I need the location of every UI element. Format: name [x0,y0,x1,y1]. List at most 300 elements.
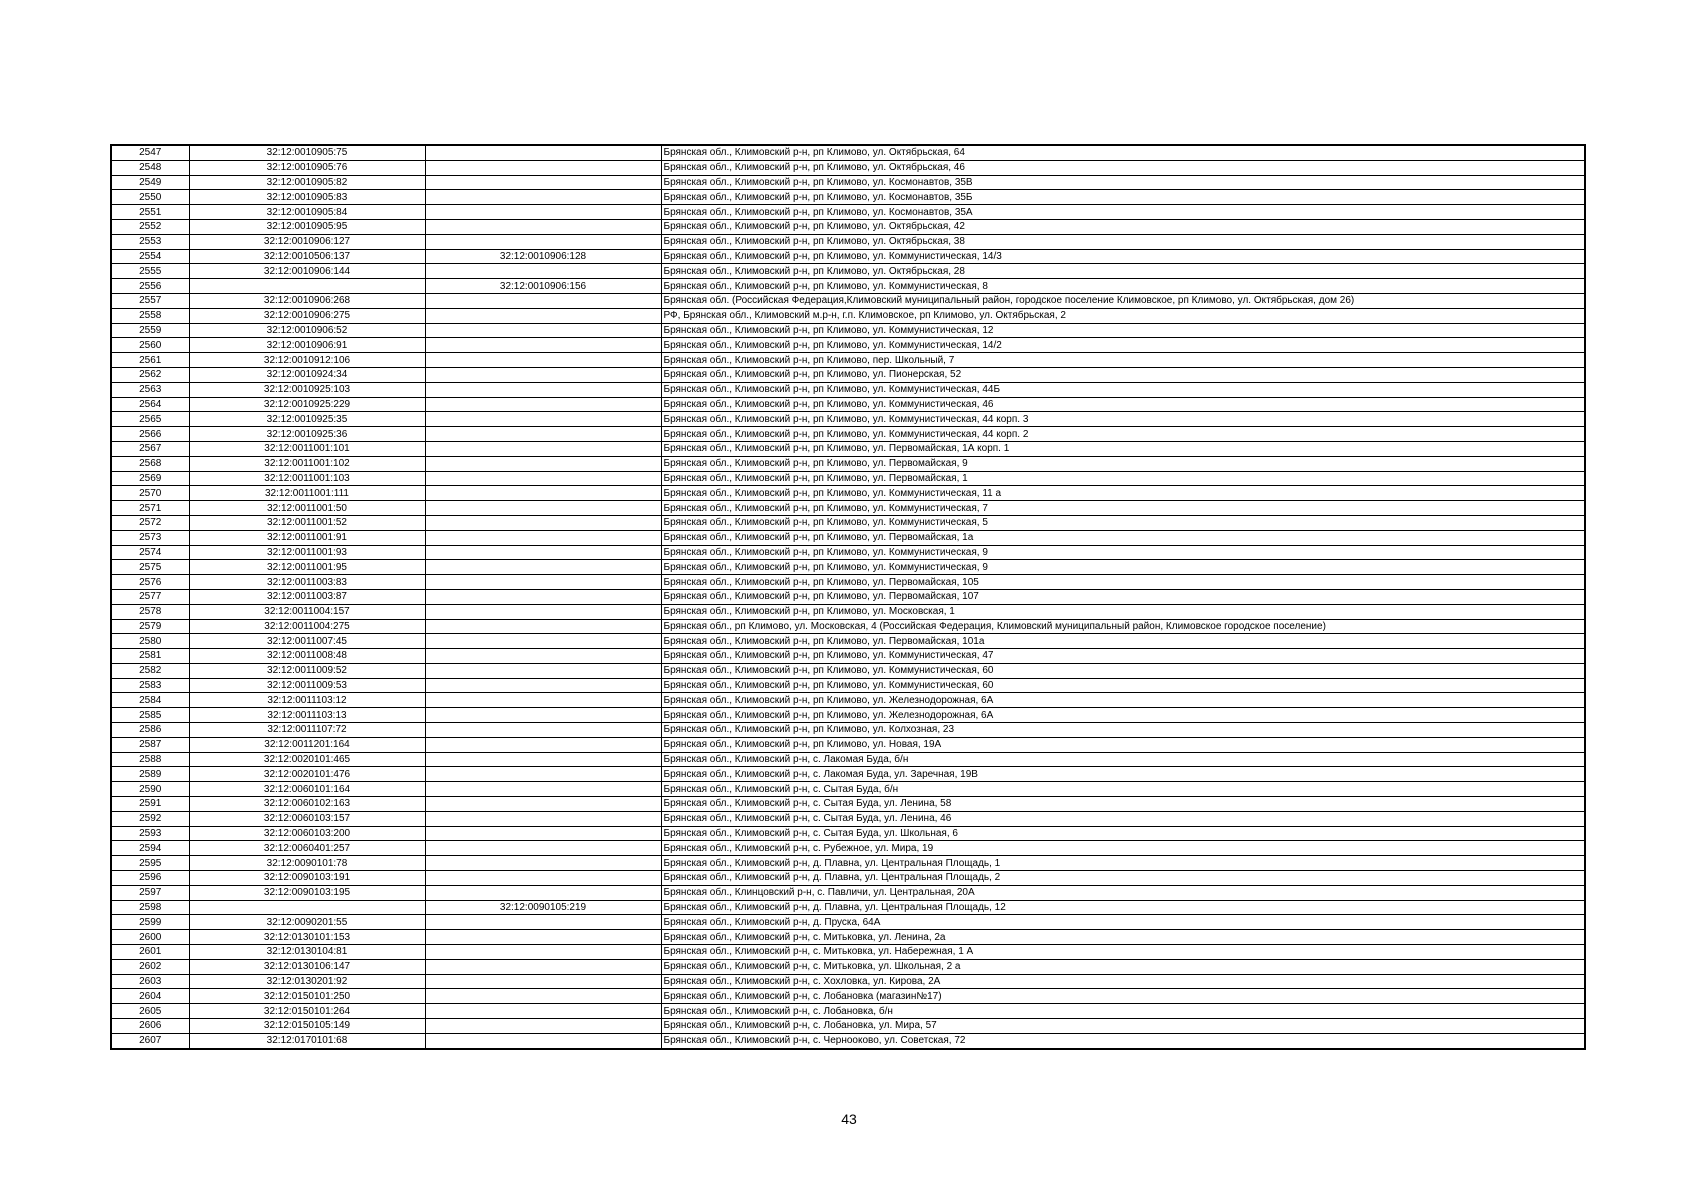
parent-cadastral-number-cell [425,175,661,190]
cadastral-number-cell: 32:12:0170101:68 [189,1033,425,1048]
table-row [111,323,1585,338]
cadastral-number-cell: 32:12:0011001:52 [189,515,425,530]
cadastral-number-cell: 32:12:0011001:95 [189,560,425,575]
parent-cadastral-number-cell [425,767,661,782]
row-number-cell: 2603 [111,974,189,989]
table-row [111,737,1585,752]
table-row [111,367,1585,382]
cadastral-number-cell: 32:12:0011001:50 [189,501,425,516]
row-number-cell: 2577 [111,589,189,604]
parent-cadastral-number-cell [425,353,661,368]
row-number-cell: 2553 [111,234,189,249]
address-cell: Брянская обл., Климовский р-н, с. Митьковка, ул. Школьная, 2 а [661,959,1585,974]
row-number-cell: 2582 [111,663,189,678]
row-number-cell: 2588 [111,752,189,767]
address-cell: Брянская обл., Климовский р-н, с. Лобановка (магазин№17) [661,989,1585,1004]
table-row [111,471,1585,486]
cadastral-number-cell: 32:12:0060101:164 [189,782,425,797]
parent-cadastral-number-cell [425,575,661,590]
parent-cadastral-number-cell [425,649,661,664]
cadastral-number-cell: 32:12:0150101:250 [189,989,425,1004]
cadastral-number-cell: 32:12:0060401:257 [189,841,425,856]
address-cell: Брянская обл., Климовский р-н, с. Чернооково, ул. Советская, 72 [661,1033,1585,1048]
address-cell: Брянская обл., Климовский р-н, рп Климово, ул. Коммунистическая, 44 корп. 3 [661,412,1585,427]
parent-cadastral-number-cell [425,589,661,604]
row-number-cell: 2586 [111,723,189,738]
parent-cadastral-number-cell: 32:12:0010906:156 [425,279,661,294]
table-row [111,767,1585,782]
address-cell: Брянская обл., Климовский р-н, рп Климово, ул. Железнодорожная, 6А [661,708,1585,723]
address-cell: Брянская обл., Климовский р-н, рп Климово, ул. Первомайская, 105 [661,575,1585,590]
table-row [111,501,1585,516]
cadastral-number-cell: 32:12:0020101:476 [189,767,425,782]
table-row [111,945,1585,960]
address-cell: Брянская обл., Климовский р-н, рп Климово, ул. Коммунистическая, 60 [661,663,1585,678]
table-row [111,353,1585,368]
cadastral-number-cell: 32:12:0130101:153 [189,930,425,945]
cadastral-number-cell: 32:12:0010906:275 [189,308,425,323]
address-cell: Брянская обл., Климовский р-н, с. Сытая Буда, б/н [661,782,1585,797]
address-cell: Брянская обл., Климовский р-н, рп Климово, ул. Коммунистическая, 60 [661,678,1585,693]
table-row [111,412,1585,427]
cadastral-number-cell: 32:12:0011008:48 [189,649,425,664]
cadastral-number-cell: 32:12:0011201:164 [189,737,425,752]
row-number-cell: 2547 [111,145,189,160]
parent-cadastral-number-cell [425,1019,661,1034]
row-number-cell: 2573 [111,530,189,545]
address-cell: Брянская обл., Климовский р-н, рп Климово, ул. Первомайская, 1 [661,471,1585,486]
table-row [111,219,1585,234]
register-table-body [111,145,1585,1049]
cadastral-number-cell: 32:12:0011107:72 [189,723,425,738]
table-row [111,885,1585,900]
address-cell: Брянская обл., Климовский р-н, д. Пруска, 64А [661,915,1585,930]
cadastral-number-cell: 32:12:0010912:106 [189,353,425,368]
cadastral-number-cell: 32:12:0150105:149 [189,1019,425,1034]
table-row [111,604,1585,619]
address-cell: Брянская обл., Климовский р-н, с. Рубежное, ул. Мира, 19 [661,841,1585,856]
table-row [111,234,1585,249]
table-row [111,515,1585,530]
table-row [111,175,1585,190]
parent-cadastral-number-cell [425,752,661,767]
parent-cadastral-number-cell [425,945,661,960]
row-number-cell: 2571 [111,501,189,516]
row-number-cell: 2574 [111,545,189,560]
cadastral-number-cell: 32:12:0010906:144 [189,264,425,279]
parent-cadastral-number-cell [425,471,661,486]
address-cell: Брянская обл., Климовский р-н, рп Климово, пер. Школьный, 7 [661,353,1585,368]
address-cell: Брянская обл., Климовский р-н, рп Климово, ул. Космонавтов, 35А [661,205,1585,220]
parent-cadastral-number-cell: 32:12:0010906:128 [425,249,661,264]
cadastral-number-cell: 32:12:0010506:137 [189,249,425,264]
parent-cadastral-number-cell [425,560,661,575]
address-cell: Брянская обл., Климовский р-н, рп Климово, ул. Новая, 19А [661,737,1585,752]
cadastral-number-cell: 32:12:0060102:163 [189,797,425,812]
table-row [111,619,1585,634]
cadastral-number-cell: 32:12:0011001:91 [189,530,425,545]
row-number-cell: 2585 [111,708,189,723]
row-number-cell: 2587 [111,737,189,752]
address-cell: Брянская обл., Климовский р-н, рп Климово, ул. Космонавтов, 35Б [661,190,1585,205]
parent-cadastral-number-cell [425,811,661,826]
address-cell: Брянская обл., Климовский р-н, рп Климово, ул. Первомайская, 1А корп. 1 [661,441,1585,456]
address-cell: Брянская обл., Климовский р-н, д. Плавна, ул. Центральная Площадь, 12 [661,900,1585,915]
parent-cadastral-number-cell [425,412,661,427]
row-number-cell: 2556 [111,279,189,294]
table-row [111,959,1585,974]
parent-cadastral-number-cell [425,663,661,678]
parent-cadastral-number-cell [425,323,661,338]
table-row [111,989,1585,1004]
parent-cadastral-number-cell [425,219,661,234]
cadastral-number-cell: 32:12:0150101:264 [189,1004,425,1019]
cadastral-number-cell: 32:12:0090103:191 [189,871,425,886]
table-row [111,915,1585,930]
address-cell: Брянская обл., Климовский р-н, рп Климово, ул. Коммунистическая, 5 [661,515,1585,530]
table-row [111,486,1585,501]
row-number-cell: 2559 [111,323,189,338]
parent-cadastral-number-cell [425,293,661,308]
row-number-cell: 2575 [111,560,189,575]
table-row [111,693,1585,708]
cadastral-number-cell: 32:12:0011001:111 [189,486,425,501]
table-row [111,589,1585,604]
parent-cadastral-number-cell [425,723,661,738]
parent-cadastral-number-cell [425,1004,661,1019]
parent-cadastral-number-cell [425,308,661,323]
parent-cadastral-number-cell [425,1033,661,1048]
table-row [111,205,1585,220]
row-number-cell: 2565 [111,412,189,427]
address-cell: Брянская обл., Климовский р-н, рп Климово, ул. Первомайская, 9 [661,456,1585,471]
table-row [111,249,1585,264]
cadastral-number-cell: 32:12:0020101:465 [189,752,425,767]
row-number-cell: 2591 [111,797,189,812]
cadastral-number-cell: 32:12:0011001:103 [189,471,425,486]
parent-cadastral-number-cell [425,856,661,871]
row-number-cell: 2581 [111,649,189,664]
parent-cadastral-number-cell [425,515,661,530]
parent-cadastral-number-cell [425,737,661,752]
table-row [111,530,1585,545]
table-row [111,723,1585,738]
parent-cadastral-number-cell [425,545,661,560]
row-number-cell: 2599 [111,915,189,930]
row-number-cell: 2598 [111,900,189,915]
address-cell: Брянская обл., Климовский р-н, рп Климово, ул. Коммунистическая, 47 [661,649,1585,664]
parent-cadastral-number-cell [425,604,661,619]
table-row [111,560,1585,575]
parent-cadastral-number-cell [425,930,661,945]
cadastral-number-cell: 32:12:0010925:103 [189,382,425,397]
row-number-cell: 2550 [111,190,189,205]
table-row [111,1019,1585,1034]
address-cell: Брянская обл., Климовский р-н, рп Климово, ул. Коммунистическая, 8 [661,279,1585,294]
cadastral-number-cell: 32:12:0011004:275 [189,619,425,634]
address-cell: Брянская обл., Климовский р-н, рп Климово, ул. Пионерская, 52 [661,367,1585,382]
row-number-cell: 2552 [111,219,189,234]
cadastral-number-cell: 32:12:0010905:82 [189,175,425,190]
table-row [111,308,1585,323]
address-cell: Брянская обл., Климовский р-н, рп Климово, ул. Первомайская, 101а [661,634,1585,649]
row-number-cell: 2592 [111,811,189,826]
table-row [111,841,1585,856]
table-row [111,900,1585,915]
cadastral-number-cell: 32:12:0010905:84 [189,205,425,220]
address-cell: Брянская обл., Климовский р-н, с. Сытая Буда, ул. Школьная, 6 [661,826,1585,841]
cadastral-number-cell: 32:12:0010906:52 [189,323,425,338]
parent-cadastral-number-cell [425,456,661,471]
row-number-cell: 2554 [111,249,189,264]
row-number-cell: 2597 [111,885,189,900]
table-row [111,826,1585,841]
row-number-cell: 2564 [111,397,189,412]
table-row [111,1004,1585,1019]
cadastral-number-cell: 32:12:0090103:195 [189,885,425,900]
table-row [111,545,1585,560]
address-cell: Брянская обл., рп Климово, ул. Московская, 4 (Российская Федерация, Климовский муниципальный район, Климовское городское поселение) [661,619,1585,634]
row-number-cell: 2548 [111,160,189,175]
parent-cadastral-number-cell [425,441,661,456]
parent-cadastral-number-cell [425,486,661,501]
row-number-cell: 2607 [111,1033,189,1048]
table-row [111,649,1585,664]
cadastral-number-cell: 32:12:0010925:229 [189,397,425,412]
cadastral-number-cell: 32:12:0060103:200 [189,826,425,841]
table-row [111,264,1585,279]
address-cell: Брянская обл., Климовский р-н, д. Плавна, ул. Центральная Площадь, 1 [661,856,1585,871]
cadastral-number-cell: 32:12:0011001:93 [189,545,425,560]
row-number-cell: 2593 [111,826,189,841]
table-row [111,811,1585,826]
row-number-cell: 2568 [111,456,189,471]
row-number-cell: 2563 [111,382,189,397]
row-number-cell: 2578 [111,604,189,619]
row-number-cell: 2601 [111,945,189,960]
address-cell: Брянская обл., Климовский р-н, рп Климово, ул. Коммунистическая, 44Б [661,382,1585,397]
cadastral-number-cell: 32:12:0060103:157 [189,811,425,826]
cadastral-number-cell: 32:12:0011009:52 [189,663,425,678]
parent-cadastral-number-cell [425,205,661,220]
row-number-cell: 2555 [111,264,189,279]
address-cell: Брянская обл., Клинцовский р-н, с. Павличи, ул. Центральная, 20А [661,885,1585,900]
address-cell: Брянская обл., Климовский р-н, с. Хохловка, ул. Кирова, 2А [661,974,1585,989]
row-number-cell: 2566 [111,427,189,442]
row-number-cell: 2576 [111,575,189,590]
address-cell: Брянская обл., Климовский р-н, рп Климово, ул. Коммунистическая, 14/2 [661,338,1585,353]
parent-cadastral-number-cell [425,797,661,812]
address-cell: РФ, Брянская обл., Климовский м.р-н, г.п. Климовское, рп Климово, ул. Октябрьская, 2 [661,308,1585,323]
address-cell: Брянская обл., Климовский р-н, рп Климово, ул. Железнодорожная, 6А [661,693,1585,708]
address-cell: Брянская обл., Климовский р-н, рп Климово, ул. Октябрьская, 64 [661,145,1585,160]
parent-cadastral-number-cell [425,501,661,516]
cadastral-number-cell: 32:12:0010925:35 [189,412,425,427]
address-cell: Брянская обл., Климовский р-н, с. Лакомая Буда, б/н [661,752,1585,767]
parent-cadastral-number-cell [425,619,661,634]
row-number-cell: 2604 [111,989,189,1004]
parent-cadastral-number-cell [425,160,661,175]
address-cell: Брянская обл., Климовский р-н, рп Климово, ул. Коммунистическая, 12 [661,323,1585,338]
row-number-cell: 2569 [111,471,189,486]
cadastral-number-cell: 32:12:0010906:268 [189,293,425,308]
table-row [111,930,1585,945]
address-cell: Брянская обл., Климовский р-н, рп Климово, ул. Первомайская, 1а [661,530,1585,545]
parent-cadastral-number-cell [425,826,661,841]
cadastral-number-cell: 32:12:0011001:102 [189,456,425,471]
row-number-cell: 2561 [111,353,189,368]
address-cell: Брянская обл., Климовский р-н, рп Климово, ул. Октябрьская, 46 [661,160,1585,175]
address-cell: Брянская обл., Климовский р-н, с. Сытая Буда, ул. Ленина, 46 [661,811,1585,826]
address-cell: Брянская обл., Климовский р-н, с. Лобановка, ул. Мира, 57 [661,1019,1585,1034]
row-number-cell: 2549 [111,175,189,190]
cadastral-number-cell: 32:12:0010905:76 [189,160,425,175]
row-number-cell: 2596 [111,871,189,886]
address-cell: Брянская обл., Климовский р-н, с. Митьковка, ул. Ленина, 2а [661,930,1585,945]
address-cell: Брянская обл., Климовский р-н, рп Климово, ул. Колхозная, 23 [661,723,1585,738]
row-number-cell: 2580 [111,634,189,649]
table-row [111,663,1585,678]
table-row [111,856,1585,871]
parent-cadastral-number-cell [425,530,661,545]
cadastral-number-cell: 32:12:0010924:34 [189,367,425,382]
parent-cadastral-number-cell [425,974,661,989]
row-number-cell: 2567 [111,441,189,456]
table-row [111,974,1585,989]
parent-cadastral-number-cell [425,264,661,279]
parent-cadastral-number-cell [425,871,661,886]
parent-cadastral-number-cell [425,234,661,249]
parent-cadastral-number-cell [425,693,661,708]
address-cell: Брянская обл., Климовский р-н, рп Климово, ул. Коммунистическая, 7 [661,501,1585,516]
address-cell: Брянская обл., Климовский р-н, рп Климово, ул. Космонавтов, 35В [661,175,1585,190]
address-cell: Брянская обл., Климовский р-н, рп Климово, ул. Коммунистическая, 14/3 [661,249,1585,264]
row-number-cell: 2584 [111,693,189,708]
cadastral-number-cell: 32:12:0011103:12 [189,693,425,708]
parent-cadastral-number-cell [425,190,661,205]
row-number-cell: 2570 [111,486,189,501]
address-cell: Брянская обл., Климовский р-н, рп Климово, ул. Октябрьская, 38 [661,234,1585,249]
table-row [111,293,1585,308]
parent-cadastral-number-cell [425,915,661,930]
row-number-cell: 2600 [111,930,189,945]
cadastral-number-cell: 32:12:0011009:53 [189,678,425,693]
row-number-cell: 2602 [111,959,189,974]
table-row [111,338,1585,353]
parent-cadastral-number-cell [425,382,661,397]
row-number-cell: 2562 [111,367,189,382]
row-number-cell: 2560 [111,338,189,353]
parent-cadastral-number-cell [425,841,661,856]
cadastral-number-cell: 32:12:0011004:157 [189,604,425,619]
parent-cadastral-number-cell [425,634,661,649]
address-cell: Брянская обл. (Российская Федерация,Климовский муниципальный район, городское поселение Климовское, рп Климово, ул. Октябрьская, дом 26) [661,293,1585,308]
cadastral-number-cell: 32:12:0010906:127 [189,234,425,249]
cadastral-number-cell: 32:12:0011003:83 [189,575,425,590]
address-cell: Брянская обл., Климовский р-н, с. Сытая Буда, ул. Ленина, 58 [661,797,1585,812]
parent-cadastral-number-cell [425,989,661,1004]
cadastral-number-cell: 32:12:0010905:75 [189,145,425,160]
table-row [111,441,1585,456]
address-cell: Брянская обл., Климовский р-н, рп Климово, ул. Коммунистическая, 9 [661,560,1585,575]
row-number-cell: 2551 [111,205,189,220]
table-row [111,634,1585,649]
address-cell: Брянская обл., Климовский р-н, рп Климово, ул. Первомайская, 107 [661,589,1585,604]
cadastral-number-cell: 32:12:0010906:91 [189,338,425,353]
parent-cadastral-number-cell [425,782,661,797]
cadastral-number-cell: 32:12:0010905:95 [189,219,425,234]
cadastral-number-cell: 32:12:0011103:13 [189,708,425,723]
page-number: 43 [841,1111,857,1127]
table-row [111,160,1585,175]
row-number-cell: 2558 [111,308,189,323]
cadastral-number-cell: 32:12:0090101:78 [189,856,425,871]
table-row [111,708,1585,723]
cadastral-number-cell [189,900,425,915]
table-row [111,397,1585,412]
table-row [111,797,1585,812]
address-cell: Брянская обл., Климовский р-н, рп Климово, ул. Октябрьская, 28 [661,264,1585,279]
table-row [111,782,1585,797]
cadastral-number-cell: 32:12:0011003:87 [189,589,425,604]
row-number-cell: 2572 [111,515,189,530]
table-row [111,456,1585,471]
row-number-cell: 2605 [111,1004,189,1019]
address-cell: Брянская обл., Климовский р-н, рп Климово, ул. Октябрьская, 42 [661,219,1585,234]
parent-cadastral-number-cell [425,427,661,442]
table-row [111,1033,1585,1048]
table-row [111,190,1585,205]
property-register-table [110,144,1586,1050]
table-row [111,752,1585,767]
row-number-cell: 2590 [111,782,189,797]
cadastral-number-cell: 32:12:0130104:81 [189,945,425,960]
address-cell: Брянская обл., Климовский р-н, д. Плавна, ул. Центральная Площадь, 2 [661,871,1585,886]
table-row [111,145,1585,160]
cadastral-number-cell: 32:12:0130201:92 [189,974,425,989]
parent-cadastral-number-cell [425,367,661,382]
row-number-cell: 2589 [111,767,189,782]
cadastral-number-cell: 32:12:0130106:147 [189,959,425,974]
table-row [111,575,1585,590]
address-cell: Брянская обл., Климовский р-н, рп Климово, ул. Коммунистическая, 9 [661,545,1585,560]
cadastral-number-cell: 32:12:0090201:55 [189,915,425,930]
row-number-cell: 2606 [111,1019,189,1034]
cadastral-number-cell: 32:12:0010925:36 [189,427,425,442]
row-number-cell: 2557 [111,293,189,308]
address-cell: Брянская обл., Климовский р-н, рп Климово, ул. Коммунистическая, 11 а [661,486,1585,501]
cadastral-number-cell: 32:12:0011001:101 [189,441,425,456]
cadastral-number-cell [189,279,425,294]
parent-cadastral-number-cell [425,959,661,974]
cadastral-number-cell: 32:12:0010905:83 [189,190,425,205]
address-cell: Брянская обл., Климовский р-н, рп Климово, ул. Коммунистическая, 46 [661,397,1585,412]
parent-cadastral-number-cell [425,678,661,693]
parent-cadastral-number-cell [425,338,661,353]
cadastral-number-cell: 32:12:0011007:45 [189,634,425,649]
table-row [111,382,1585,397]
table-row [111,871,1585,886]
address-cell: Брянская обл., Климовский р-н, рп Климово, ул. Коммунистическая, 44 корп. 2 [661,427,1585,442]
table-row [111,427,1585,442]
address-cell: Брянская обл., Климовский р-н, с. Лакомая Буда, ул. Заречная, 19В [661,767,1585,782]
row-number-cell: 2583 [111,678,189,693]
address-cell: Брянская обл., Климовский р-н, рп Климово, ул. Московская, 1 [661,604,1585,619]
parent-cadastral-number-cell: 32:12:0090105:219 [425,900,661,915]
row-number-cell: 2594 [111,841,189,856]
row-number-cell: 2579 [111,619,189,634]
parent-cadastral-number-cell [425,145,661,160]
